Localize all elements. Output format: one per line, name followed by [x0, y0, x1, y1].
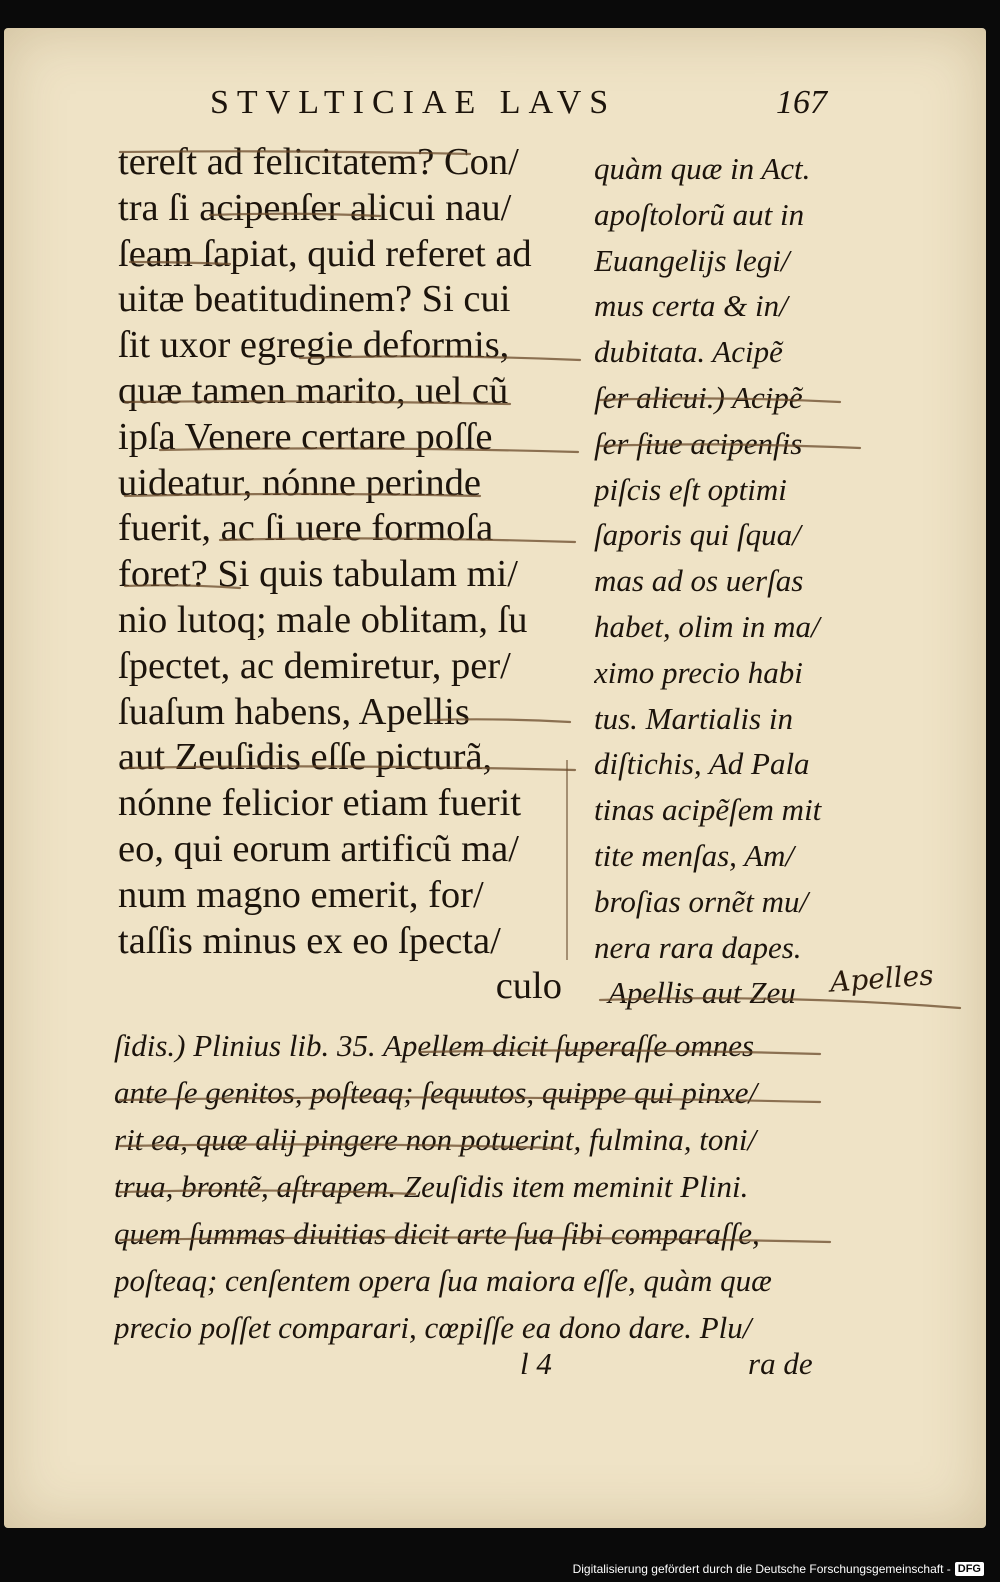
- main-line: tra ſi acipenſer alicui nau/: [118, 186, 512, 229]
- gloss-line: Euangelijs legi/: [594, 242, 790, 278]
- main-line: ſpectet, ac demiretur, per/: [118, 644, 511, 687]
- digitization-credit: [573, 1562, 984, 1576]
- bottom-gloss-line: ſidis.) Plinius lib. 35. Apellem dicit ſuperaſſe omnes: [114, 1028, 755, 1063]
- handwritten-marginal-note: Apelles: [828, 958, 935, 999]
- main-line: num magno emerit, for/: [118, 873, 484, 916]
- main-line: fuerit, ac ſi uere formoſa: [118, 507, 494, 550]
- main-line: aut Zeuſidis eſſe picturã,: [118, 736, 493, 779]
- gloss-line: ſer ſiue acipenſis: [594, 425, 803, 461]
- running-title: STVLTICIAE LAVS: [210, 84, 617, 121]
- catchword: ra de: [748, 1346, 813, 1381]
- bottom-gloss-line: ante ſe genitos, poſteaq; ſequutos, quippe qui pinxe/: [114, 1075, 758, 1110]
- gloss-line: nera rara dapes.: [594, 929, 802, 965]
- main-line-catch: culo: [495, 965, 562, 1008]
- main-line: taſſis minus ex eo ſpecta/: [118, 919, 501, 962]
- gloss-line: tinas acipẽſem mit: [594, 792, 822, 828]
- gloss-line: habet, olim in ma/: [594, 608, 820, 644]
- main-line: quæ tamen marito, uel cũ: [118, 369, 509, 412]
- main-line: eo, qui eorum artificũ ma/: [118, 827, 519, 870]
- main-line: tereſt ad felicitatem? Con/: [118, 141, 519, 183]
- gloss-line: piſcis eſt optimi: [594, 471, 787, 507]
- gloss-line: quàm quæ in Act.: [594, 151, 811, 186]
- gloss-line: tite menſas, Am/: [594, 837, 795, 873]
- main-line: ipſa Venere certare poſſe: [118, 415, 493, 458]
- main-line: ſuaſum habens, Apellis: [118, 690, 470, 733]
- main-line: nio lutoq; male oblitam, ſu: [118, 598, 528, 641]
- main-line: ſeam ſapiat, quid referet ad: [118, 232, 532, 275]
- gloss-line: Apellis aut Zeu: [608, 975, 796, 1011]
- bottom-gloss-line: rit ea, quæ alij pingere non potuerint, fulmina, toni/: [114, 1122, 757, 1157]
- gloss-line: broſias ornẽt mu/: [594, 883, 809, 919]
- main-line: foret? Si quis tabulam mi/: [118, 553, 518, 596]
- credit-text: Digitalisierung gefördert durch die Deutsche Forschungsgemeinschaft -: [572, 1562, 951, 1576]
- gloss-line: ſaporis qui ſqua/: [594, 517, 801, 553]
- bottom-gloss-line: quem ſummas diuitias dicit arte ſua ſibi comparaſſe,: [114, 1216, 760, 1251]
- margin-bracket: [566, 760, 578, 960]
- dfg-logo: DFG: [955, 1562, 984, 1576]
- gloss-line: ximo precio habi: [594, 654, 803, 690]
- side-gloss-column: [594, 146, 844, 1016]
- gloss-line: ſer alicui.) Acipẽ: [594, 379, 803, 415]
- gloss-line: mus certa & in/: [594, 288, 788, 324]
- bottom-gloss-block: [114, 1022, 834, 1351]
- main-line: nónne felicior etiam fuerit: [118, 782, 522, 825]
- gloss-line: diſtichis, Ad Pala: [594, 746, 810, 782]
- gloss-line: dubitata. Acipẽ: [594, 334, 783, 370]
- main-line: uideatur, nónne perinde: [118, 461, 482, 504]
- main-text-column: [118, 140, 588, 1010]
- bottom-gloss-line: trua, brontẽ, aſtrapem. Zeuſidis item meminit Plini.: [114, 1169, 749, 1204]
- gloss-line: mas ad os uerſas: [594, 563, 804, 599]
- gloss-line: tus. Martialis in: [594, 700, 793, 736]
- bottom-gloss-line: precio poſſet comparari, cœpiſſe ea dono dare. Plu/: [114, 1310, 752, 1345]
- bottom-gloss-line: poſteaq; cenſentem opera ſua maiora eſſe, quàm quæ: [114, 1263, 772, 1298]
- signature-mark: l 4: [520, 1346, 552, 1381]
- main-line: ſit uxor egregie deformis,: [118, 324, 510, 367]
- folio-number: 167: [776, 84, 827, 121]
- gloss-line: apoſtolorũ aut in: [594, 196, 805, 232]
- main-line: uitæ beatitudinem? Si cui: [118, 278, 511, 321]
